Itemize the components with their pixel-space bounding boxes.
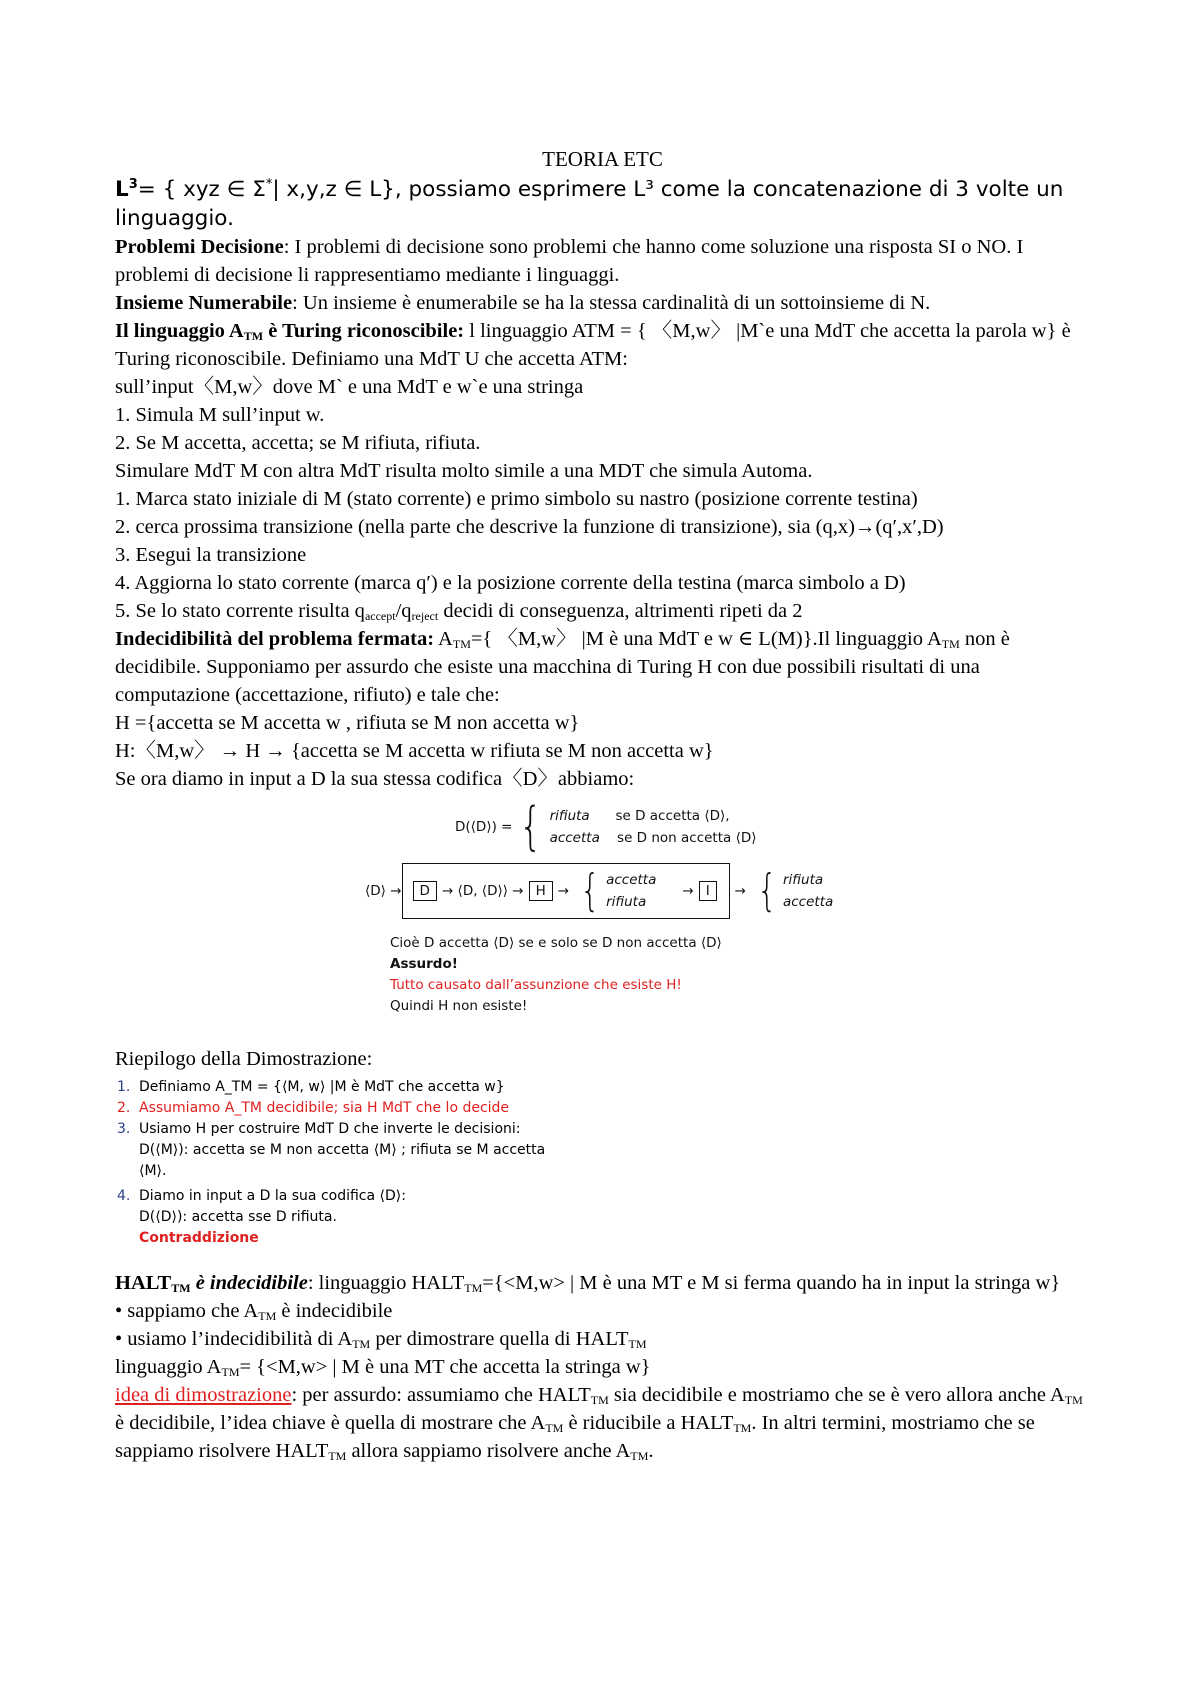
halt-sub: TM bbox=[258, 1309, 277, 1323]
recap-list bbox=[115, 1077, 1090, 1249]
recap-num: 3. bbox=[117, 1121, 131, 1137]
def-case-2 bbox=[550, 827, 757, 849]
sim-step-3: 3. Esegui la transizione bbox=[115, 544, 307, 566]
atm-label-a: Il linguaggio A bbox=[115, 320, 244, 342]
step5-sub-accept: accept bbox=[364, 609, 396, 623]
arrow-glyph: → bbox=[557, 883, 570, 899]
page-title: TEORIA ETC bbox=[542, 147, 663, 171]
conclusion-1: Cioè D accetta ⟨D⟩ se e solo se D non accetta ⟨D⟩ bbox=[390, 935, 722, 951]
idea-p6: allora sappiamo risolvere anche A bbox=[346, 1440, 631, 1462]
atm-input-line: sull’input〈M,w〉dove M` e una MdT e w`e una stringa bbox=[115, 376, 584, 398]
indecidibilita bbox=[115, 625, 1090, 709]
case1-cond: se D accetta ⟨D⟩, bbox=[615, 808, 730, 824]
halt-sub: TM bbox=[733, 1421, 752, 1435]
conclusion-assurdo: Assurdo! bbox=[390, 956, 458, 972]
halt-sub: TM bbox=[1064, 1393, 1083, 1407]
step5-mid: /q bbox=[395, 600, 412, 622]
brace-glyph: { bbox=[757, 865, 777, 916]
atm-step-2: 2. Se M accetta, accetta; se M rifiuta, rifiuta. bbox=[115, 432, 481, 454]
step5-b: decidi di conseguenza, altrimenti ripeti da 2 bbox=[438, 600, 803, 622]
halt-bullet-1 bbox=[115, 1297, 1090, 1325]
halt-sub: TM bbox=[328, 1449, 347, 1463]
halt-text-b: ={<M,w> | M è una MT e M si ferma quando ha in input la stringa w} bbox=[482, 1272, 1061, 1294]
recap-text: ⟨M⟩. bbox=[139, 1163, 167, 1179]
d-out-accetta: accetta bbox=[782, 894, 834, 910]
indec-sub-2: TM bbox=[941, 637, 960, 651]
d-out-rifiuta: rifiuta bbox=[782, 872, 824, 888]
idea-p2: sia decidibile e mostriamo che se è vero allora anche A bbox=[608, 1384, 1065, 1406]
d-input-line: Se ora diamo in input a D la sua stessa codifica〈D〉abbiamo: bbox=[115, 768, 635, 790]
recap-item bbox=[117, 1098, 1090, 1119]
recap-num bbox=[117, 1140, 139, 1161]
idea-p5: . In altri termini, mostriamo che se sappiamo risolvere HALT bbox=[115, 1412, 1035, 1462]
halt-sub: TM bbox=[221, 1365, 240, 1379]
diagram-pair: → ⟨D, ⟨D⟩⟩ → bbox=[441, 883, 524, 899]
recap-num bbox=[117, 1207, 139, 1228]
problemi-label: Problemi Decisione bbox=[115, 236, 284, 258]
recap-text: Definiamo A_TM = {⟨M, w⟩ |M è MdT che accetta w} bbox=[139, 1079, 505, 1095]
box-h: H bbox=[529, 881, 553, 901]
l3-text: = { xyz ∈ Σ bbox=[137, 177, 266, 202]
insieme-text: : Un insieme è enumerabile se ha la stessa cardinalità di un sottoinsieme di N. bbox=[292, 292, 931, 314]
halt-text-a: : linguaggio HALT bbox=[307, 1272, 465, 1294]
arrow-glyph: → bbox=[682, 883, 694, 899]
recap-item bbox=[117, 1119, 1090, 1140]
halt-bullet-2 bbox=[115, 1325, 1090, 1353]
recap-text: Usiamo H per costruire MdT D che inverte le decisioni: bbox=[139, 1121, 521, 1137]
recap-text: D(⟨D⟩): accetta sse D rifiuta. bbox=[139, 1209, 337, 1225]
h-flow: H:〈M,w〉 → H → {accetta se M accetta w rifiuta se M non accetta w} bbox=[115, 740, 714, 762]
l3-rest: | x,y,z ∈ L}, possiamo esprimere L³ come la concatenazione di 3 volte un linguaggio. bbox=[115, 177, 1064, 231]
recap-num: 1. bbox=[117, 1079, 131, 1095]
d-diagram bbox=[365, 863, 833, 919]
bullet1-b: è indecidibile bbox=[276, 1300, 393, 1322]
halt-sub: TM bbox=[352, 1337, 371, 1351]
sim-step-1: 1. Marca stato iniziale di M (stato corrente) e primo simbolo su nastro (posizione corrente testina) bbox=[115, 488, 918, 510]
l3-star: * bbox=[265, 176, 273, 192]
h-definition: H ={accetta se M accetta w , rifiuta se M non accetta w} bbox=[115, 712, 580, 734]
recap-num bbox=[117, 1228, 139, 1249]
recap-num: 2. bbox=[117, 1100, 131, 1116]
d-definition bbox=[455, 797, 757, 857]
h-out-rifiuta: rifiuta bbox=[606, 894, 647, 910]
recap-text: D(⟨M⟩): accetta se M non accetta ⟨M⟩ ; rifiuta se M accetta bbox=[139, 1142, 546, 1158]
bullet2-a: • usiamo l’indecidibilità di A bbox=[115, 1328, 353, 1350]
indec-sub-1: TM bbox=[452, 637, 471, 651]
def-cases bbox=[550, 805, 757, 849]
l3-definition bbox=[115, 175, 1090, 233]
atm-text: l linguaggio ATM = { 〈M,w〉 |M`e una MdT che accetta la parola w} è Turing riconoscibile. Definiamo una MdT U che accetta ATM: bbox=[115, 320, 1071, 370]
recap-text: Contraddizione bbox=[139, 1230, 259, 1246]
conclusion-cause: Tutto causato dall’assunzione che esiste H! bbox=[390, 977, 682, 993]
recap-item bbox=[117, 1186, 1090, 1207]
halt-sub: TM bbox=[628, 1337, 647, 1351]
box-i: I bbox=[699, 881, 717, 901]
indec-a3: non è decidibile. Supponiamo per assurdo che esiste una macchina di Turing H con due possibili risultati di una computazione (accettazione, rifiuto) e tale che: bbox=[115, 628, 1010, 706]
halt-sub: TM bbox=[545, 1421, 564, 1435]
l3-sup: 3 bbox=[128, 176, 138, 192]
recap-item bbox=[117, 1161, 1090, 1182]
halt-sub: TM bbox=[464, 1281, 483, 1295]
l1-a: linguaggio A bbox=[115, 1356, 222, 1378]
sim-step-5 bbox=[115, 597, 1090, 625]
idea-p3: è decidibile, l’idea chiave è quella di mostrare che A bbox=[115, 1412, 546, 1434]
indec-a1: A bbox=[434, 628, 453, 650]
atm-label-b: è Turing riconoscibile: bbox=[263, 320, 465, 342]
recap-item bbox=[117, 1077, 1090, 1098]
proof-figure bbox=[115, 793, 1090, 1045]
figure-conclusion bbox=[390, 933, 722, 1017]
brace-glyph: { bbox=[519, 797, 543, 857]
arrow-glyph: → bbox=[734, 883, 746, 899]
recap-title: Riepilogo della Dimostrazione: bbox=[115, 1048, 373, 1070]
l1-b: = {<M,w> | M è una MT che accetta la stringa w} bbox=[239, 1356, 651, 1378]
brace-glyph: { bbox=[580, 865, 600, 916]
halt-label-a: HALT bbox=[115, 1272, 172, 1294]
insieme-numerabile bbox=[115, 289, 1090, 317]
halt-indecidibile bbox=[115, 1269, 1090, 1297]
idea-p7: . bbox=[648, 1440, 654, 1462]
case2-cond: se D non accetta ⟨D⟩ bbox=[617, 830, 757, 846]
atm-language-line bbox=[115, 1353, 1090, 1381]
idea-dimostrazione bbox=[115, 1381, 1090, 1465]
insieme-label: Insieme Numerabile bbox=[115, 292, 293, 314]
recap-num bbox=[117, 1161, 139, 1182]
atm-step-1: 1. Simula M sull’input w. bbox=[115, 404, 325, 426]
bullet1-a: • sappiamo che A bbox=[115, 1300, 259, 1322]
problemi-decisione bbox=[115, 233, 1090, 289]
recap-num: 4. bbox=[117, 1188, 131, 1204]
idea-p4: è riducibile a HALT bbox=[563, 1412, 734, 1434]
halt-sub: TM bbox=[630, 1449, 649, 1463]
d-outputs bbox=[783, 869, 833, 913]
def-lhs: D(⟨D⟩) = bbox=[455, 819, 513, 835]
atm-label-sub: TM bbox=[243, 329, 264, 343]
step5-sub-reject: reject bbox=[411, 609, 439, 623]
conclusion-4: Quindi H non esiste! bbox=[390, 998, 528, 1014]
recap-text: Assumiamo A_TM decidibile; sia H MdT che lo decide bbox=[139, 1100, 510, 1116]
atm-riconoscibile bbox=[115, 317, 1090, 373]
indec-label: Indecidibilità del problema fermata: bbox=[115, 628, 435, 650]
halt-sub: TM bbox=[171, 1281, 191, 1295]
case2-word: accetta bbox=[549, 830, 600, 846]
halt-label-b: è indecidibile bbox=[190, 1272, 308, 1294]
case1-word: rifiuta bbox=[549, 808, 590, 824]
document-page bbox=[115, 145, 1090, 1465]
machine-d-box bbox=[402, 863, 730, 919]
recap-item bbox=[117, 1228, 1090, 1249]
idea-p1: : per assurdo: assumiamo che HALT bbox=[291, 1384, 591, 1406]
halt-sub: TM bbox=[590, 1393, 609, 1407]
box-d: D bbox=[413, 881, 437, 901]
bullet2-b: per dimostrare quella di HALT bbox=[370, 1328, 629, 1350]
sim-step-4: 4. Aggiorna lo stato corrente (marca q′) e la posizione corrente della testina (marca simbolo a D) bbox=[115, 572, 906, 594]
h-outputs bbox=[606, 869, 656, 913]
step5-a: 5. Se lo stato corrente risulta q bbox=[115, 600, 365, 622]
l3-lead: L bbox=[115, 177, 129, 202]
sim-step-2: 2. cerca prossima transizione (nella parte che descrive la funzione di transizione), sia (q,x)→(q′,x′,D) bbox=[115, 516, 944, 538]
recap-text: Diamo in input a D la sua codifica ⟨D⟩: bbox=[139, 1188, 406, 1204]
recap-item bbox=[117, 1140, 1090, 1161]
h-out-accetta: accetta bbox=[606, 872, 657, 888]
problemi-text: : I problemi di decisione sono problemi che hanno come soluzione una risposta SI o NO. I problemi di decisione li rappresentiamo mediante i linguaggi. bbox=[115, 236, 1024, 286]
diagram-input: ⟨D⟩ → bbox=[365, 883, 402, 899]
sim-intro: Simulare MdT M con altra MdT risulta molto simile a una MDT che simula Automa. bbox=[115, 460, 813, 482]
def-case-1 bbox=[550, 805, 757, 827]
idea-label: idea di dimostrazione bbox=[115, 1384, 292, 1406]
indec-a2: ={ 〈M,w〉 |M è una MdT e w ∈ L(M)}.Il linguaggio A bbox=[470, 628, 942, 650]
recap-item bbox=[117, 1207, 1090, 1228]
